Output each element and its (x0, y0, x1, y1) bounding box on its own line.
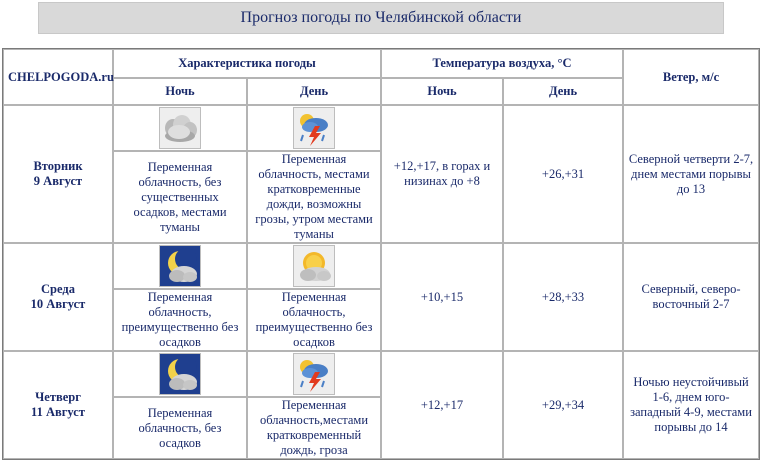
forecast-table (2, 48, 760, 460)
night-icon-cell (113, 351, 247, 397)
wind-header: Ветер, м/с (623, 49, 759, 105)
night-description: Переменная облачность, без осадков (113, 397, 247, 459)
wind-value: Ночью неустойчивый 1-6, днем юго-западный 4-9, местами порывы до 14 (623, 351, 759, 459)
day-description: Переменная облачность, местами кратковременные дожди, возможны грозы, утром местами туманы (247, 151, 381, 243)
thunderstorm-icon (293, 107, 335, 149)
temp-day-header: День (503, 78, 623, 105)
wind-value: Северный, северо-восточный 2-7 (623, 243, 759, 351)
weekday: Среда (41, 282, 75, 296)
temp-night-value: +12,+17, в горах и низинах до +8 (381, 105, 503, 243)
day-icon-cell (247, 351, 381, 397)
temp-night-value: +12,+17 (381, 351, 503, 459)
weather-group-header: Характеристика погоды (113, 49, 381, 78)
wind-value: Северной четверти 2-7, днем местами порывы до 13 (623, 105, 759, 243)
site-name: CHELPOGODA.ru (3, 49, 113, 105)
thunderstorm-icon (293, 353, 335, 395)
day-icon-cell (247, 243, 381, 289)
night-icon-cell (113, 105, 247, 151)
moon-cloud-icon (159, 245, 201, 287)
day-label (3, 351, 113, 459)
temp-night-value: +10,+15 (381, 243, 503, 351)
moon-cloud-icon (159, 353, 201, 395)
temp-day-value: +29,+34 (503, 351, 623, 459)
page-title: Прогноз погоды по Челябинской области (38, 2, 724, 34)
weather-night-header: Ночь (113, 78, 247, 105)
night-icon-cell (113, 243, 247, 289)
temp-night-header: Ночь (381, 78, 503, 105)
sun-cloud-icon (293, 245, 335, 287)
day-description: Переменная облачность,местами кратковременный дождь, гроза (247, 397, 381, 459)
cloudy-icon (159, 107, 201, 149)
day-description: Переменная облачность, преимущественно без осадков (247, 289, 381, 351)
night-description: Переменная облачность, преимущественно без осадков (113, 289, 247, 351)
day-label (3, 105, 113, 243)
weekday: Четверг (35, 390, 81, 404)
date: 9 Август (33, 174, 83, 188)
date: 11 Август (31, 405, 85, 419)
weather-day-header: День (247, 78, 381, 105)
night-description: Переменная облачность, без существенных осадков, местами туманы (113, 151, 247, 243)
day-icon-cell (247, 105, 381, 151)
temp-group-header: Температура воздуха, °C (381, 49, 623, 78)
temp-day-value: +28,+33 (503, 243, 623, 351)
weekday: Вторник (33, 159, 83, 173)
temp-day-value: +26,+31 (503, 105, 623, 243)
day-label (3, 243, 113, 351)
date: 10 Август (30, 297, 86, 311)
